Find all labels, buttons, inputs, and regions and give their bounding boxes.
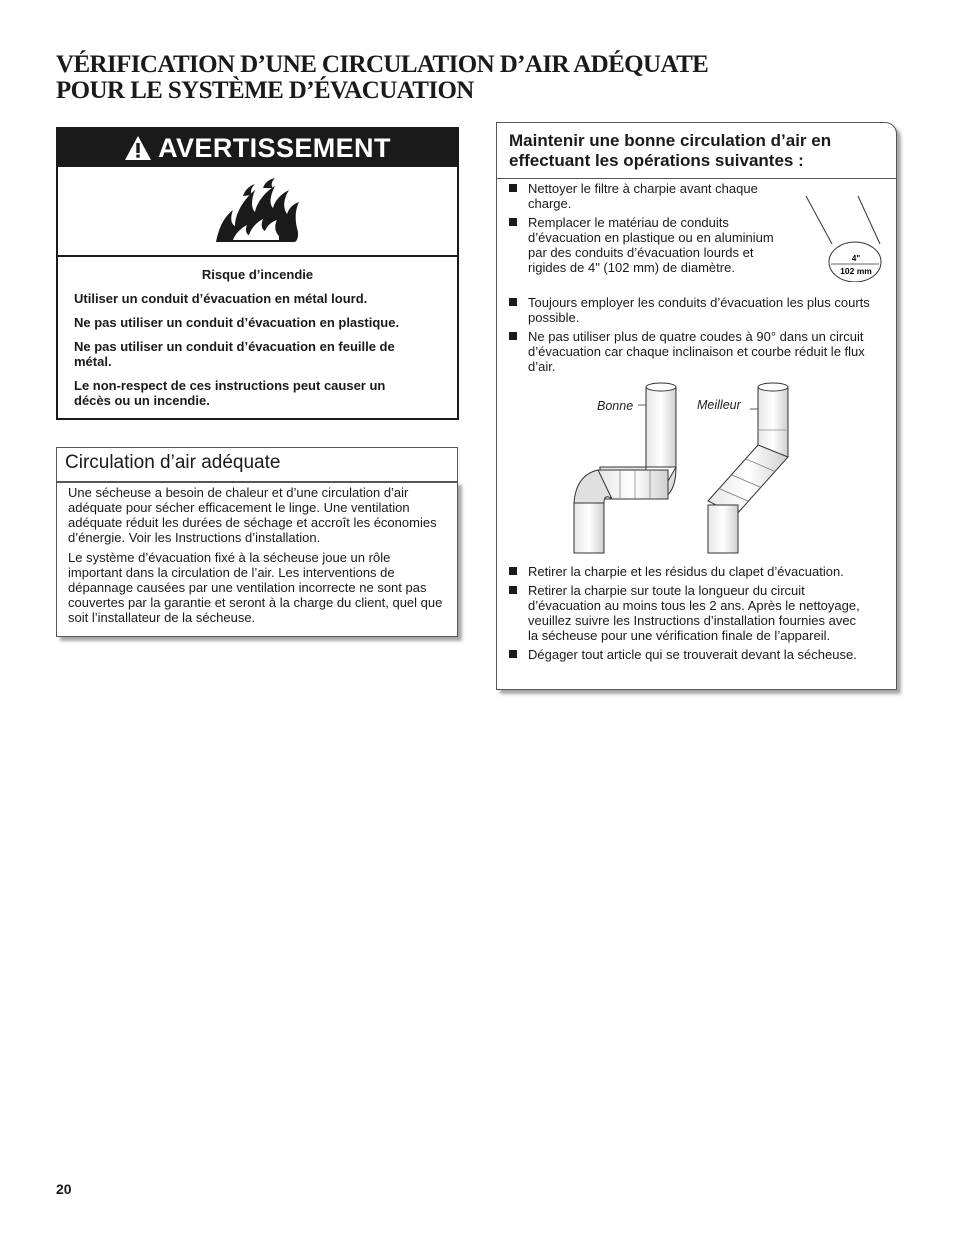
page-title-line1: VÉRIFICATION D’UNE CIRCULATION D’AIR ADÉQUATE [56,51,709,78]
duct-size-in: 4" [851,254,861,263]
warning-header-text: AVERTISSEMENT [158,132,391,163]
maintain-list-top [506,181,781,279]
maintain-title: Maintenir une bonne circulation d’air en effectuant les opérations suivantes : [509,131,832,170]
list-item: Remplacer le matériau de conduits d’évacuation en plastique ou en aluminium par des conduits d’évacuation lourds et rigides de 4" (102 mm) de diamètre. [506,215,781,275]
list-item: Ne pas utiliser plus de quatre coudes à 90° dans un circuit d’évacuation car chaque inclinaison et courbe réduit le flux d’air. [506,329,886,374]
duct-diameter-diagram [800,192,886,282]
page-title-line2: POUR LE SYSTÈME D’ÉVACUATION [56,77,474,104]
duct-size-mm: 102 mm [840,266,872,276]
list-item: Retirer la charpie sur toute la longueur du circuit d’évacuation au moins tous les 2 ans. Après le nettoyage, veuillez suivre les Instructions d’installation fournies avec la sécheuse pour une vérification finale de l’appareil. [506,583,868,643]
warning-risk: Risque d’incendie [201,267,314,282]
list-item: Retirer la charpie et les résidus du clapet d’évacuation. [506,564,886,579]
list-item: Dégager tout article qui se trouverait devant la sécheuse. [506,647,886,662]
warning-triangle-icon [124,135,152,161]
page-number: 20 [56,1181,72,1197]
airflow-paragraph: Une sécheuse a besoin de chaleur et d’une circulation d’air adéquate pour sécher efficacement le linge. Une ventilation adéquate réduit les durées de séchage et accroît les économies d’énergie. Voir les Instructions d’installation. [68,485,437,545]
list-item: Toujours employer les conduits d’évacuation les plus courts possible. [506,295,886,325]
label-better: Meilleur [697,398,741,412]
warning-header [58,129,457,167]
warning-line: Utiliser un conduit d’évacuation en métal lourd. [74,291,368,306]
warning-line: Le non-respect de ces instructions peut causer un décès ou un incendie. [74,378,386,408]
list-item: Nettoyer le filtre à charpie avant chaque charge. [506,181,781,211]
warning-body [58,257,457,408]
maintain-list-mid [506,295,886,378]
maintain-list-bottom [506,564,886,666]
maintain-divider [496,178,897,179]
page-title [56,52,916,104]
fire-icon [213,178,303,244]
elbow-comparison-diagram [560,375,800,560]
warning-box [56,127,459,420]
warning-pictogram [58,167,457,257]
warning-line: Ne pas utiliser un conduit d’évacuation en plastique. [74,315,400,330]
airflow-title: Circulation d’air adéquate [65,452,281,473]
label-good: Bonne [597,399,634,413]
airflow-paragraph: Le système d’évacuation fixé à la sécheuse joue un rôle important dans la circulation de l’air. Les interventions de dépannage causées par une ventilation incorrecte ne sont pas couvertes par la garantie et seront à la charge du client, quel que soit l’installateur de la sécheuse. [68,550,443,625]
warning-line: Ne pas utiliser un conduit d’évacuation en feuille de métal. [74,339,395,369]
airflow-text [68,485,448,630]
